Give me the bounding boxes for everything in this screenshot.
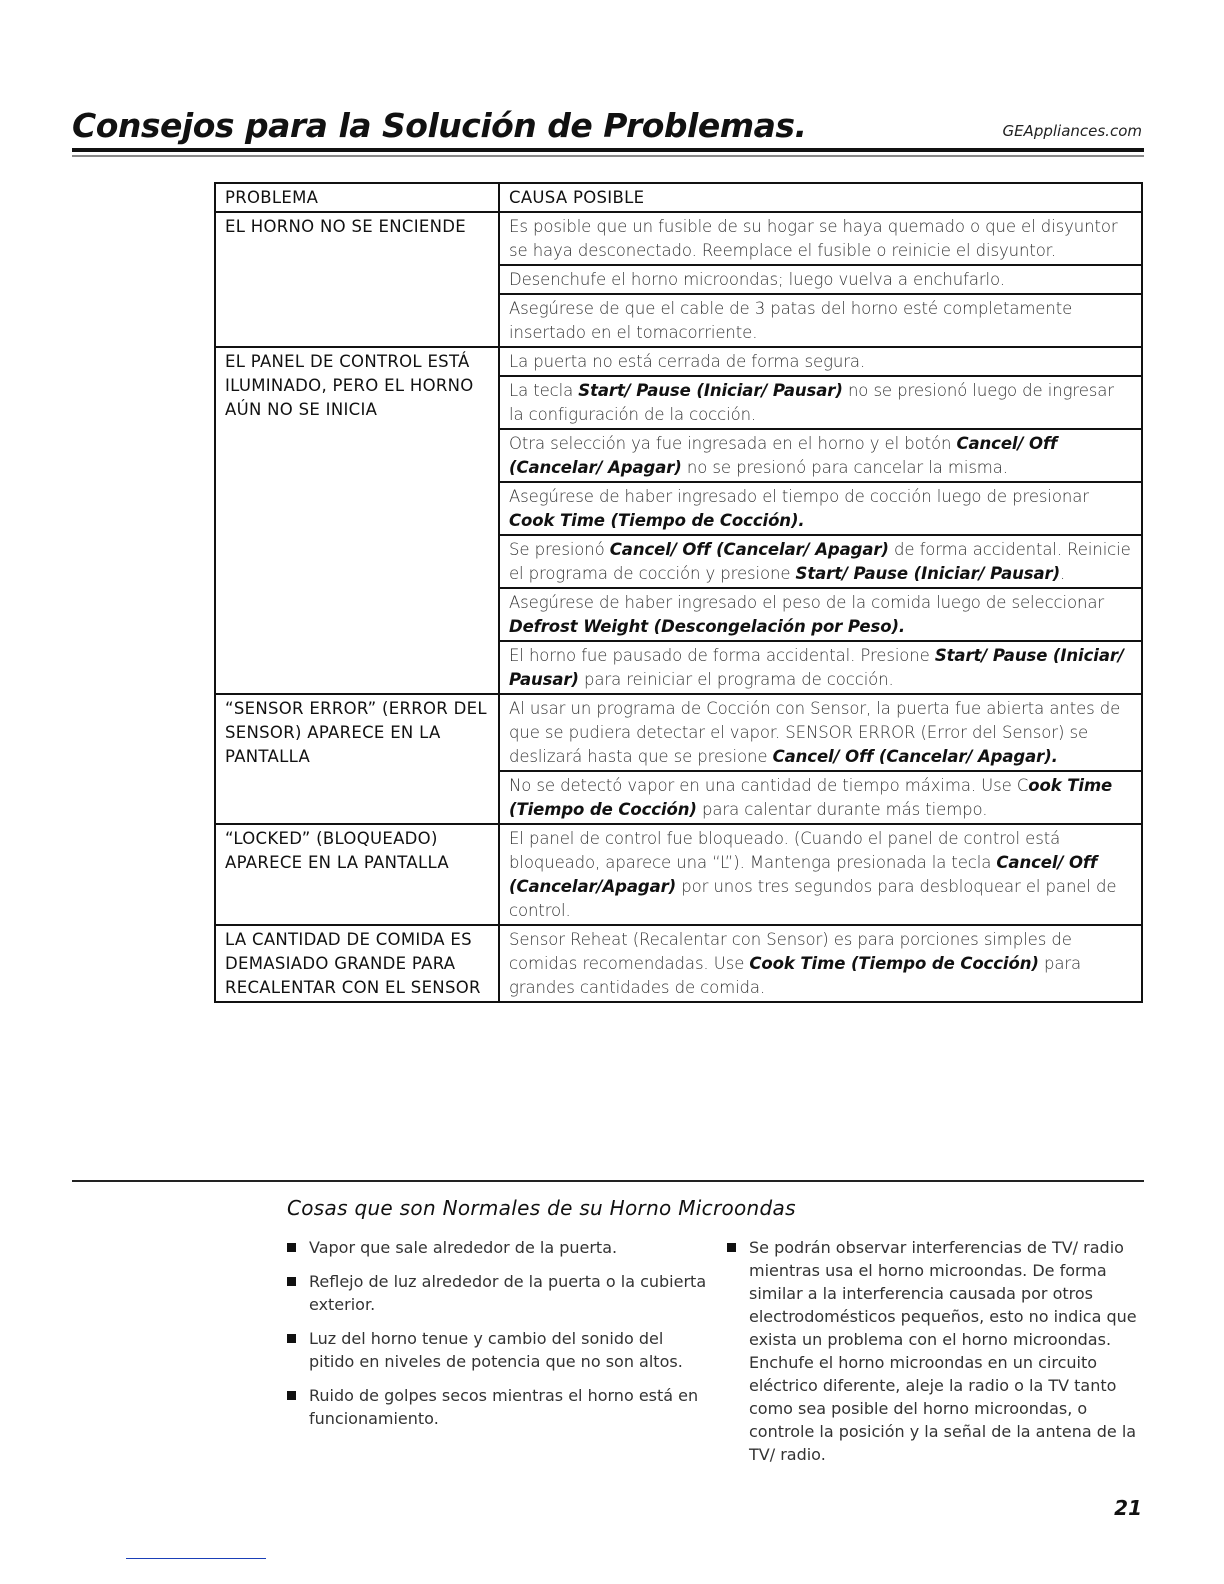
cause-text: Otra selección ya fue ingresada en el horno y el botón [509, 434, 957, 453]
square-bullet-icon [727, 1243, 736, 1252]
list-item-text: Se podrán observar interferencias de TV/ radio mientras usa el horno microondas. De forma similar a la interferencia causada por otros electrodomésticos pequeños, esto no indica que exista un problema con el horno microondas. Enchufe el horno microondas en un circuito eléctrico diferente, aleje la radio o la TV tanto como sea posible del horno microondas, o controle la posición y la señal de la antena de la TV/ radio. [749, 1238, 1137, 1464]
cause-text: para grandes cantidades de comida. [509, 954, 1082, 997]
cause-text: Asegúrese de haber ingresado el peso de la comida luego de seleccionar [509, 593, 1105, 612]
problem-cell: LA CANTIDAD DE COMIDA ES DEMASIADO GRANDE PARA RECALENTAR CON EL SENSOR [215, 925, 499, 1002]
problem-cell: EL PANEL DE CONTROL ESTÁ ILUMINADO, PERO EL HORNO AÚN NO SE INICIA [215, 347, 499, 694]
normal-list-left [287, 1236, 707, 1441]
footer-line [126, 1558, 266, 1559]
page-title: Consejos para la Solución de Problemas. [72, 106, 807, 145]
cause-cell [499, 588, 1142, 641]
cause-cell: Desenchufe el horno microondas; luego vuelva a enchufarlo. [499, 265, 1142, 294]
cause-text: Se presionó [509, 540, 610, 559]
cause-text: no se presionó luego de ingresar la configuración de la cocción. [509, 381, 1114, 424]
cause-cell [499, 641, 1142, 694]
list-item-text: Reflejo de luz alrededor de la puerta o la cubierta exterior. [309, 1272, 707, 1314]
cause-cell [499, 824, 1142, 925]
cause-cell: La puerta no está cerrada de forma segura. [499, 347, 1142, 376]
square-bullet-icon [287, 1391, 296, 1400]
page-number: 21 [1114, 1496, 1142, 1520]
table-row [215, 694, 1142, 771]
cause-key-name: Cancel/ Off (Cancelar/ Apagar) [609, 540, 889, 559]
cause-key-name: Cancel/ Off (Cancelar/ Apagar) [509, 434, 1058, 477]
cause-key-name: Cancel/ Off (Cancelar/ Apagar). [772, 747, 1058, 766]
table-row [215, 212, 1142, 265]
problem-cell: “LOCKED” (BLOQUEADO) APARECE EN LA PANTALLA [215, 824, 499, 925]
cause-text: La tecla [509, 381, 579, 400]
list-item-text: Ruido de golpes secos mientras el horno está en funcionamiento. [309, 1386, 699, 1428]
table-row [215, 925, 1142, 1002]
list-item [287, 1270, 707, 1316]
cause-cell [499, 694, 1142, 771]
page-header [72, 104, 1144, 154]
cause-cell [499, 376, 1142, 429]
header-rule [72, 148, 1144, 152]
cause-text: para calentar durante más tiempo. [696, 800, 988, 819]
normal-things-heading: Cosas que son Normales de su Horno Microondas [287, 1196, 796, 1220]
cause-cell: Es posible que un fusible de su hogar se haya quemado o que el disyuntor se haya desconectado. Reemplace el fusible o reinicie el disyuntor. [499, 212, 1142, 265]
troubleshooting-table [214, 182, 1143, 1003]
header-rule-secondary [72, 155, 1144, 157]
cause-key-name: Start/ Pause (Iniciar/ Pausar) [795, 564, 1061, 583]
cause-text: Asegúrese de haber ingresado el tiempo de cocción luego de presionar [509, 487, 1089, 506]
cause-text: de forma accidental. Reinicie el programa de cocción y presione [509, 540, 1131, 583]
cause-key-name: Defrost Weight (Descongelación por Peso). [509, 617, 906, 636]
square-bullet-icon [287, 1243, 296, 1252]
cause-text: El panel de control fue bloqueado. (Cuando el panel de control está bloqueado, aparece una “L”). Mantenga presionada la tecla [509, 829, 1061, 872]
cause-cell: Asegúrese de que el cable de 3 patas del horno esté completamente insertado en el tomacorriente. [499, 294, 1142, 347]
list-item [287, 1384, 707, 1430]
cause-key-name: Cook Time (Tiempo de Cocción) [749, 954, 1039, 973]
cause-key-name: Cook Time (Tiempo de Cocción). [509, 511, 805, 530]
cause-text: para reiniciar el programa de cocción. [578, 670, 894, 689]
column-header-problem: PROBLEMA [215, 183, 499, 212]
cause-key-name: Cancel/ Off (Cancelar/Apagar) [509, 853, 1098, 896]
cause-key-name: ook Time (Tiempo de Cocción) [509, 776, 1113, 819]
cause-key-name: Start/ Pause (Iniciar/ Pausar) [509, 646, 1124, 689]
list-item [287, 1236, 707, 1259]
list-item [287, 1327, 707, 1373]
list-item-text: Luz del horno tenue y cambio del sonido del pitido en niveles de potencia que no son altos. [309, 1329, 683, 1371]
table-row [215, 347, 1142, 376]
cause-text: por unos tres segundos para desbloquear el panel de control. [509, 877, 1117, 920]
cause-cell [499, 482, 1142, 535]
cause-text: Sensor Reheat (Recalentar con Sensor) es para porciones simples de comidas recomendadas. Use [509, 930, 1072, 973]
cause-text: El horno fue pausado de forma accidental. Presione [509, 646, 935, 665]
square-bullet-icon [287, 1277, 296, 1286]
cause-text: Al usar un programa de Cocción con Sensor, la puerta fue abierta antes de que se pudiera detectar el vapor. SENSOR ERROR (Error del Sensor) se deslizará hasta que se presione [509, 699, 1121, 766]
cause-cell [499, 771, 1142, 824]
normal-list-right [727, 1236, 1137, 1477]
square-bullet-icon [287, 1334, 296, 1343]
column-header-cause: CAUSA POSIBLE [499, 183, 1142, 212]
cause-cell [499, 925, 1142, 1002]
problem-cell: “SENSOR ERROR” (ERROR DEL SENSOR) APARECE EN LA PANTALLA [215, 694, 499, 824]
section-rule [72, 1180, 1144, 1182]
cause-text: . [1060, 564, 1066, 583]
table-header-row [215, 183, 1142, 212]
table-row [215, 824, 1142, 925]
cause-text: no se presionó para cancelar la misma. [681, 458, 1008, 477]
cause-key-name: Start/ Pause (Iniciar/ Pausar) [578, 381, 843, 400]
list-item [727, 1236, 1137, 1466]
website-link[interactable]: GEAppliances.com [1002, 122, 1142, 140]
list-item-text: Vapor que sale alrededor de la puerta. [309, 1238, 618, 1257]
cause-cell [499, 429, 1142, 482]
cause-text: No se detectó vapor en una cantidad de tiempo máxima. Use C [509, 776, 1029, 795]
cause-cell [499, 535, 1142, 588]
problem-cell: EL HORNO NO SE ENCIENDE [215, 212, 499, 347]
